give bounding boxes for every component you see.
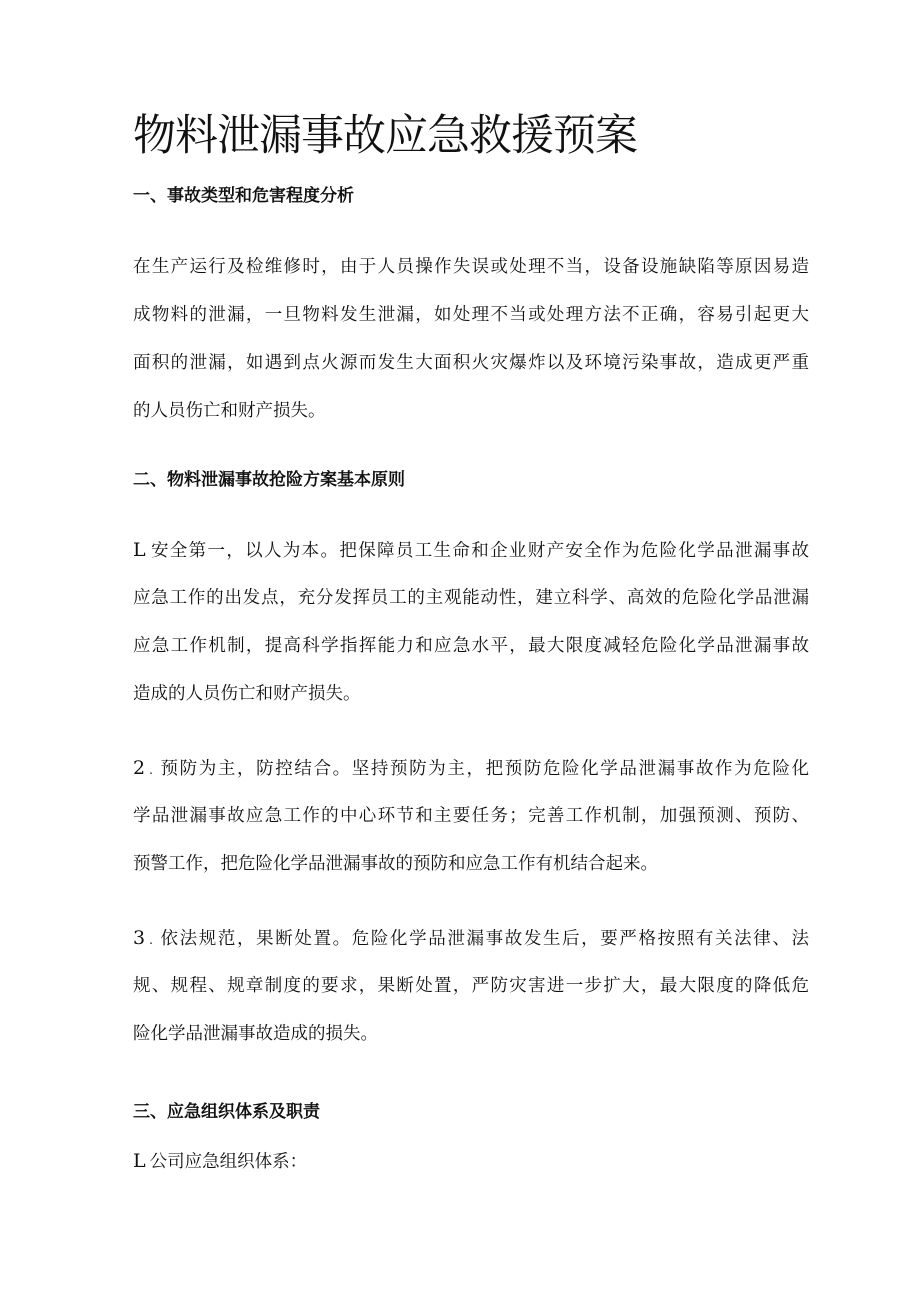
paragraph-line: 公司应急组织体系： (149, 1152, 308, 1172)
paragraph-line: 的人员伤亡和财产损失。 (133, 401, 326, 421)
paragraph-line: 险化学品泄漏事故造成的损失。 (133, 1024, 378, 1044)
list-marker: 3 (133, 927, 146, 949)
section-1-paragraph (133, 243, 809, 435)
paragraph-line: 安全第一，以人为本。把保障员工生命和企业财产安全作为危险化学品泄漏事故 (149, 541, 809, 561)
list-marker: L (133, 1150, 146, 1172)
principle-item-3: 3 . 依法规范，果断处置。危险化学品泄漏事故发生后，要严格按照有关法律、法 规、规程、规章制度的要求，果断处置，严防灾害进一步扩大，最大限度的降低危 险化学品泄漏事故造成的损失。 (133, 914, 809, 1058)
list-marker: 2 (133, 757, 146, 779)
principle-item-1 (133, 526, 809, 718)
paragraph-line: 成物料的泄漏，一旦物料发生泄漏，如处理不当或处理方法不正确，容易引起更大 (133, 305, 809, 325)
section-heading-1: 一、事故类型和危害程度分析 (133, 186, 354, 206)
paragraph-line: 规、规程、规章制度的要求，果断处置，严防灾害进一步扩大，最大限度的降低危 (133, 976, 809, 996)
paragraph-line: 预警工作，把危险化学品泄漏事故的预防和应急工作有机结合起来。 (133, 854, 658, 874)
paragraph-line: 面积的泄漏，如遇到点火源而发生大面积火灾爆炸以及环境污染事故，造成更严重 (133, 353, 809, 373)
section-heading-2: 二、物料泄漏事故抢险方案基本原则 (133, 470, 405, 490)
paragraph-line: 预防为主，防控结合。坚持预防为主，把预防危险化学品泄漏事故作为危险化 (158, 759, 809, 779)
organization-item-1 (133, 1137, 809, 1185)
paragraph-line: 造成的人员伤亡和财产损失。 (133, 684, 361, 704)
paragraph-line: 应急工作的出发点，充分发挥员工的主观能动性，建立科学、高效的危险化学品泄漏 (133, 588, 809, 608)
paragraph-line: 应急工作机制，提高科学指挥能力和应急水平，最大限度减轻危险化学品泄漏事故 (133, 636, 809, 656)
principle-item-2: 2 . 预防为主，防控结合。坚持预防为主，把预防危险化学品泄漏事故作为危险化 学品泄漏事故应急工作的中心环节和主要任务；完善工作机制，加强预测、预防、 预警工作，把危险化学品泄漏事故的预防和应急工作有机结合起来。 (133, 744, 809, 888)
paragraph-line: 学品泄漏事故应急工作的中心环节和主要任务；完善工作机制，加强预测、预防、 (133, 806, 809, 826)
paragraph-line: 在生产运行及检维修时，由于人员操作失误或处理不当，设备设施缺陷等原因易造 (133, 257, 809, 277)
section-heading-3: 三、应急组织体系及职责 (133, 1102, 320, 1122)
list-marker: L (133, 539, 146, 561)
paragraph-line: 依法规范，果断处置。危险化学品泄漏事故发生后，要严格按照有关法律、法 (158, 929, 809, 949)
document-title: 物料泄漏事故应急救援预案 (133, 111, 637, 161)
